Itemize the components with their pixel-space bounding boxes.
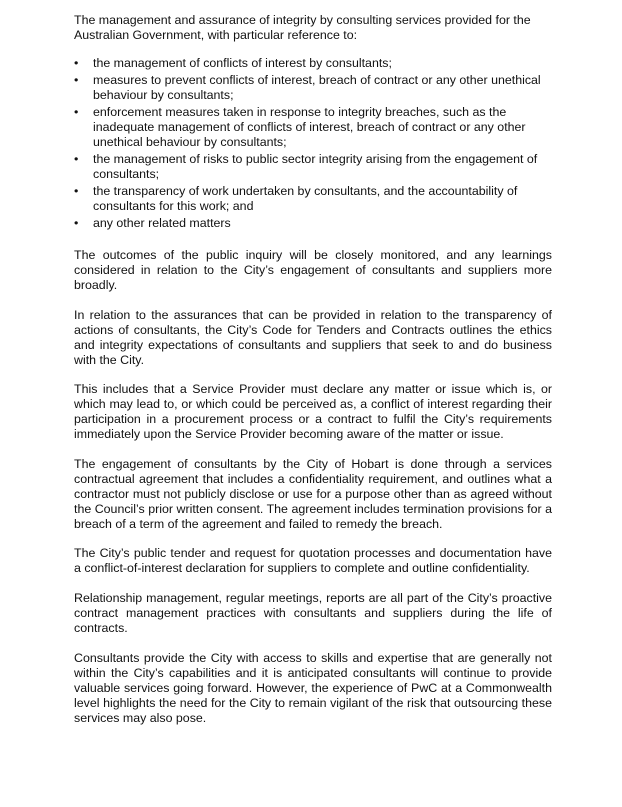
intro-paragraph: The management and assurance of integrity by consulting services provided for the Australian Government, with particular reference to: (74, 13, 531, 42)
bullet-icon: • (74, 216, 79, 230)
list-item (74, 56, 552, 71)
list-item-text: the management of conflicts of interest by consultants; (93, 56, 392, 70)
list-item-text: measures to prevent conflicts of interest, breach of contract or any other unethical behaviour by consultants; (93, 73, 541, 102)
list-item-text: any other related matters (93, 216, 231, 230)
list-item (74, 152, 552, 182)
confidentiality-agreement-paragraph: The engagement of consultants by the City of Hobart is done through a services contractual agreement that includes a confidentiality requirement, and outlines what a contractor must not publicly disclose or use for a purpose other than as agreed without the Council’s prior written consent. The agreement includes termination provisions for a breach of a term of the agreement and failed to remedy the breach. (74, 456, 552, 531)
list-item-text: enforcement measures taken in response to integrity breaches, such as the inadequate management of conflicts of interest, breach of contract or any other unethical behaviour by consultants; (93, 105, 526, 149)
bullet-icon: • (74, 184, 79, 198)
list-item (74, 105, 552, 150)
terms-of-reference-list (74, 56, 552, 231)
list-item-text: the management of risks to public sector integrity arising from the engagement of consultants; (93, 152, 538, 181)
bullet-icon: • (74, 56, 79, 70)
code-for-tenders-paragraph: In relation to the assurances that can be provided in relation to the transparency of actions of consultants, the City’s Code for Tenders and Contracts outlines the ethics and integrity expectations of consultants and suppliers that seek to and do business with the City. (74, 307, 552, 367)
bullet-icon: • (74, 73, 79, 87)
bullet-icon: • (74, 105, 79, 119)
list-item (74, 73, 552, 103)
list-item-text: the transparency of work undertaken by consultants, and the accountability of consultants for this work; and (93, 184, 518, 213)
conflict-declaration-paragraph: This includes that a Service Provider must declare any matter or issue which is, or which may lead to, or which could be perceived as, a conflict of interest regarding their participation in a procurement process or a contract to fulfil the City’s requirements immediately upon the Service Provider becoming aware of the matter or issue. (74, 382, 552, 442)
tender-process-paragraph: The City’s public tender and request for quotation processes and documentation have a conflict-of-interest declaration for suppliers to complete and outline confidentiality. (74, 546, 552, 576)
list-item (74, 216, 552, 231)
document-page (74, 13, 552, 726)
bullet-icon: • (74, 152, 79, 166)
relationship-management-paragraph: Relationship management, regular meetings, reports are all part of the City’s proactive contract management practices with consultants and suppliers during the life of contracts. (74, 590, 552, 635)
inquiry-outcomes-paragraph: The outcomes of the public inquiry will be closely monitored, and any learnings considered in relation to the City’s engagement of consultants and suppliers more broadly. (74, 248, 552, 292)
list-item (74, 184, 552, 214)
consultants-value-paragraph: Consultants provide the City with access to skills and expertise that are generally not within the City’s capabilities and it is anticipated consultants will continue to provide valuable services going forward. However, the experience of PwC at a Commonwealth level highlights the need for the City to remain vigilant of the risk that outsourcing these services may also pose. (74, 650, 552, 725)
